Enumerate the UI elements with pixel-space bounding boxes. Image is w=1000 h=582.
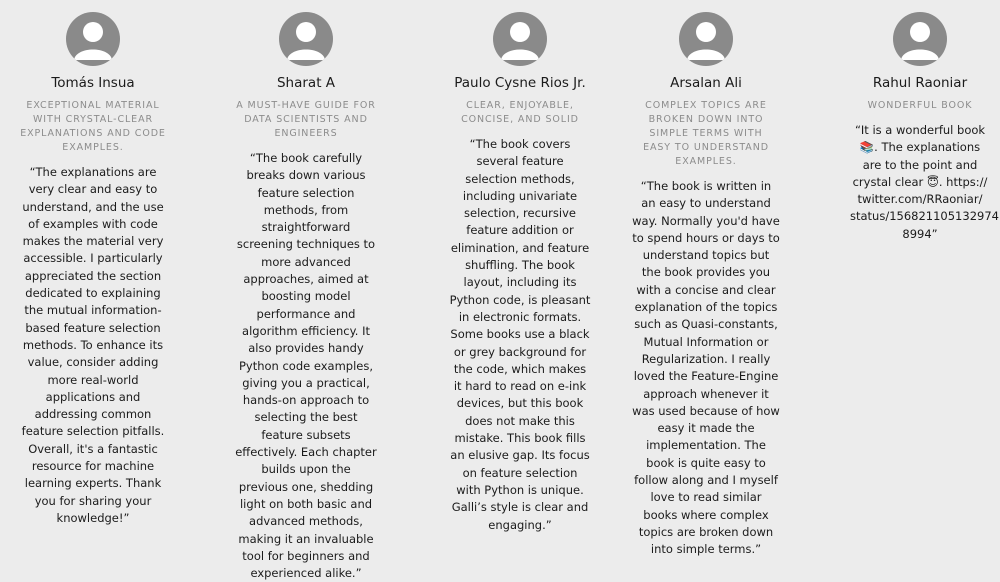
review-quote: “It is a wonderful book 📚. The explanations are to the point and crystal clear 😇. https:// twitter.com/RRaoniar/ status/156821105132974 8994” bbox=[850, 123, 999, 241]
review-quote: “The book is written in an easy to understand way. Normally you'd have to spend hours or days to understand topics but the book provides you with a concise and clear explanation of the topics such as Quasi-constants, Mutual Information or Regularization. I really loved the Feature-Engine approach whenever it was used because of how easy it made the implementation. The book is quite easy to follow along and I myself love to read similar books where complex topics are broken down into simple terms.” bbox=[632, 179, 780, 557]
review-headline: WONDERFUL BOOK bbox=[867, 100, 973, 111]
reviewer-name: Paulo Cysne Rios Jr. bbox=[454, 75, 586, 91]
user-icon bbox=[893, 12, 947, 66]
review-headline: A MUST-HAVE GUIDE FOR DATA SCIENTISTS AND ENGINEERS bbox=[236, 100, 376, 139]
user-icon bbox=[679, 12, 733, 66]
review-headline: EXCEPTIONAL MATERIAL WITH CRYSTAL-CLEAR EXPLANATIONS AND CODE EXAMPLES. bbox=[20, 100, 166, 153]
review-quote: “The explanations are very clear and easy to understand, and the use of examples with code makes the material very accessible. I particularly appreciated the section dedicated to explaining the mutual information-based feature selection methods. To enhance its value, consider adding more real-world applications and addressing common feature selection pitfalls. Overall, it's a fantastic resource for machine learning experts. Thank you for sharing your knowledge!” bbox=[21, 165, 165, 525]
review-quote: “The book covers several feature selection methods, including univariate selection, recursive feature addition or elimination, and feature shuffling. The book layout, including its Python code, is pleasant in electronic formats. Some books use a black or grey background for the code, which makes it hard to read on e-ink devices, but this book does not make this mistake. This book fills an elusive gap. Its focus on feature selection with Python is unique. Galli’s style is clear and engaging.” bbox=[449, 137, 591, 532]
reviewer-name: Sharat A bbox=[276, 75, 336, 91]
review-headline: CLEAR, ENJOYABLE, CONCISE, AND SOLID bbox=[461, 100, 579, 125]
testimonial-card bbox=[206, 12, 406, 582]
user-icon bbox=[66, 12, 120, 66]
testimonial-card bbox=[820, 12, 1000, 243]
avatar bbox=[66, 12, 120, 66]
review-headline: COMPLEX TOPICS ARE BROKEN DOWN INTO SIMPLE TERMS WITH EASY TO UNDERSTAND EXAMPLES. bbox=[643, 100, 769, 167]
testimonial-card bbox=[420, 12, 620, 534]
avatar bbox=[893, 12, 947, 66]
reviewer-name: Rahul Raoniar bbox=[872, 75, 968, 91]
review-quote: “The book carefully breaks down various feature selection methods, from straightforward screening techniques to more advanced approaches, aimed at boosting model performance and algorithm efficiency. It also provides handy Python code examples, giving you a practical, hands-on approach to selecting the best feature subsets effectively. Each chapter builds upon the previous one, shedding light on both basic and advanced methods, making it an invaluable tool for beginners and experienced alike.” bbox=[235, 151, 377, 581]
user-icon bbox=[279, 12, 333, 66]
testimonial-card bbox=[0, 12, 193, 527]
user-icon bbox=[493, 12, 547, 66]
avatar bbox=[679, 12, 733, 66]
reviewer-name: Tomás Insua bbox=[51, 75, 135, 91]
reviewer-name: Arsalan Ali bbox=[670, 75, 742, 91]
testimonial-card bbox=[606, 12, 806, 559]
avatar bbox=[493, 12, 547, 66]
avatar bbox=[279, 12, 333, 66]
